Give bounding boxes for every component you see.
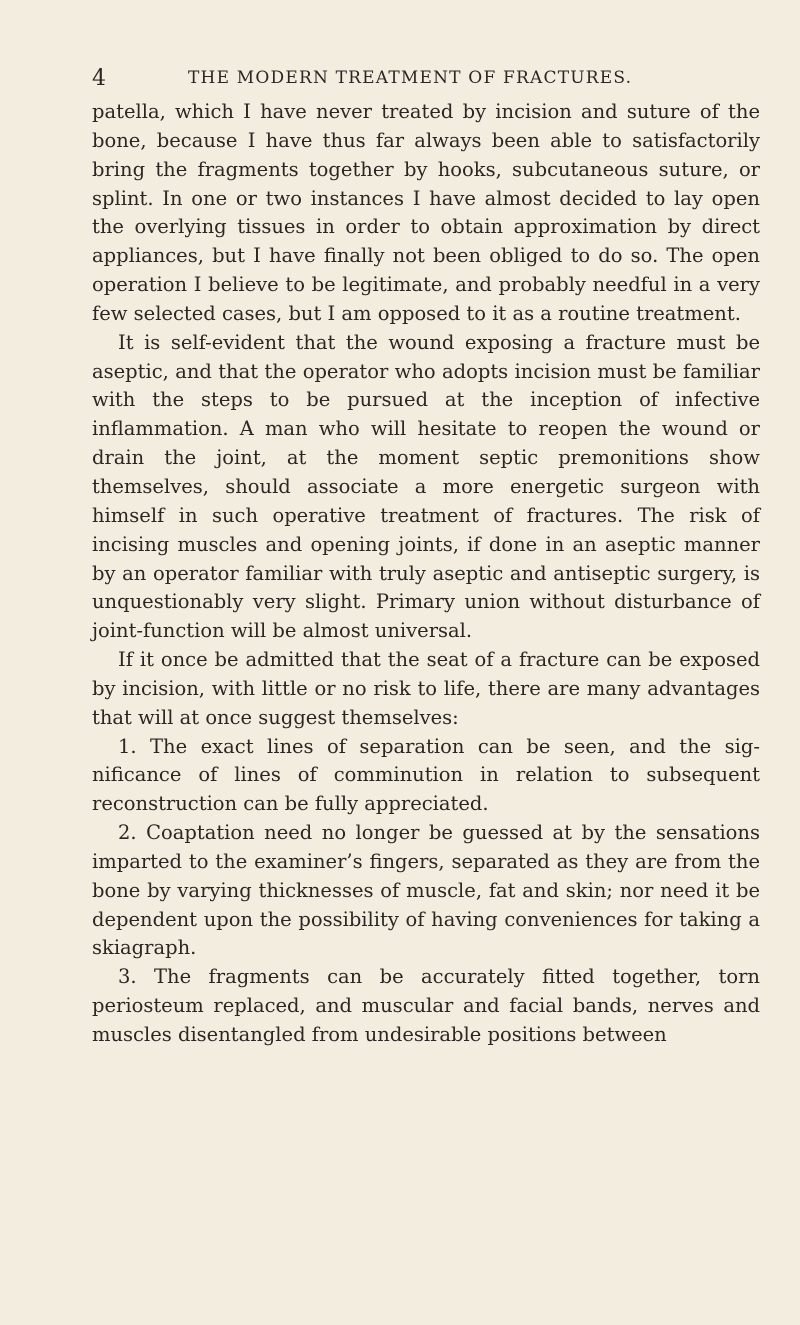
paragraph-aseptic-wound: It is self-evident that the wound exposing a fracture must be aseptic, and that the operator who adopts incision must be familiar with the steps to be pursued at the inception of infective inflammation. A man who will hesitate to reopen the wound or drain the joint, at the moment septic premonitions show themselves, should associate a more energetic surgeon with himself in such operative treatment of fractures. The risk of incising muscles and opening joints, if done in an aseptic manner by an operator familiar with truly aseptic and antiseptic surgery, is unquestionably very slight. Primary union without disturbance of joint-function will be almost universal. xyxy=(92,330,760,643)
page-number: 4 xyxy=(92,66,106,91)
list-item-1: 1. The exact lines of separation can be seen, and the significance of lines of comminution in relation to subsequent reconstruction can be fully appreciated. xyxy=(92,734,760,816)
paragraph-continuation: patella, which I have never treated by incision and suture of the bone, because I have thus far always been able to satisfactorily bring the fragments together by hooks, subcutaneous suture, or splint. In one or two instances I have almost decided to lay open the overlying tissues in order to obtain approximation by direct appliances, but I have finally not been obliged to do so. The open operation I believe to be legitimate, and probably needful in a very few selected cases, but I am opposed to it as a routine treatment. xyxy=(92,100,760,325)
running-head: THE MODERN TREATMENT OF FRACTURES. xyxy=(188,68,633,88)
page-header xyxy=(92,56,760,91)
paragraph-advantages-intro: If it once be admitted that the seat of a fracture can be exposed by incision, with little or no risk to life, there are many advantages that will at once suggest themselves: xyxy=(92,648,760,729)
list-item-3: 3. The fragments can be accurately fitted together, torn periosteum replaced, and muscular and facial bands, nerves and muscles disentangled from undesirable positions between xyxy=(92,965,760,1046)
body-text xyxy=(92,98,760,1050)
list-item-2: 2. Coaptation need no longer be guessed at by the sensations imparted to the examiner’s fingers, separated as they are from the bone by varying thicknesses of muscle, fat and skin; nor need it be dependent upon the possibility of having conveniences for taking a skiagraph. xyxy=(92,821,760,960)
